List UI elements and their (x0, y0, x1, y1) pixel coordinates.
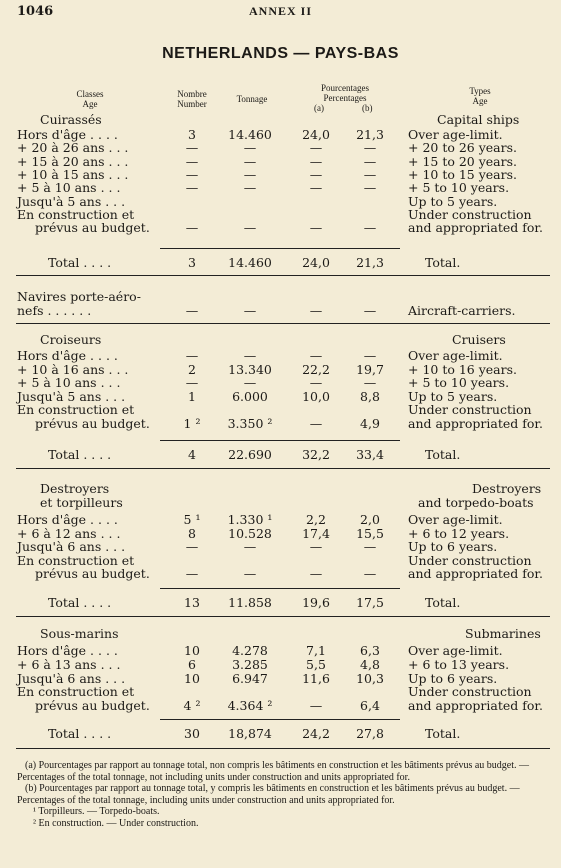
row-label-fr: + 5 à 10 ans . . . (17, 375, 121, 390)
section-title-en: Cruisers (452, 332, 506, 347)
row-number-value: — (185, 348, 199, 363)
section-title-fr: Sous-marins (40, 626, 119, 641)
row-label-en: Over age-limit. (408, 512, 503, 527)
total-label: Total . . . . (48, 595, 112, 610)
footnote-b: (b) Pourcentages par rapport au tonnage total, y compris les bâtiments en construction et les bâtiments prévus au budget. — Percentages of the total tonnage, including units under construction and units appropriated for. (17, 783, 520, 806)
row-tonnage-value: — (243, 153, 257, 169)
row-label-fr: Hors d'âge . . . . (17, 127, 118, 142)
row-number-value: 2 (188, 361, 196, 377)
total-pct-a-value: 19,6 (302, 595, 330, 610)
section-title-fr-2: et torpilleurs (40, 495, 123, 510)
section-divider (16, 468, 550, 469)
row-number-value: — (185, 140, 199, 156)
row-label-fr: Hors d'âge . . . . (17, 348, 118, 363)
row-number-value: — (185, 566, 199, 581)
total-label: Total . . . . (48, 255, 112, 270)
row-pct-a-value: — (309, 180, 323, 196)
col-a-label: (a) (314, 103, 324, 113)
row-number-value: — (185, 539, 199, 554)
footnote-a: (a) Pourcentages par rapport au tonnage total, non compris les bâtiments en construction et les bâtiments prévus au budget. — Percentages of the total tonnage, not including units under construction and units appropriated for. (17, 760, 530, 783)
total-number-value: 3 (188, 255, 196, 270)
col-classes-heading (40, 89, 140, 109)
row-tonnage-value: — (243, 539, 257, 554)
row-label-en: Under construction (408, 402, 532, 417)
row-label-fr: + 6 à 13 ans . . . (17, 656, 121, 672)
row-pct-a-value: 17,4 (302, 525, 330, 541)
row-number-value: 6 (188, 656, 196, 672)
row-pct-a-value: 2,2 (306, 512, 326, 527)
row-pct-a-value: — (309, 153, 323, 169)
page-number: 1046 (17, 4, 54, 19)
row-tonnage-value: — (243, 166, 257, 182)
row-pct-b-value: — (363, 166, 377, 182)
col-tonnage-heading: Tonnage (236, 94, 268, 104)
row-tonnage-value: — (243, 180, 257, 196)
row-label-fr: En construction et (17, 552, 135, 568)
row-number-value: 5 ¹ (183, 512, 201, 527)
total-label: Total . . . . (48, 447, 112, 462)
row-pct-b-value: 19,7 (356, 361, 384, 377)
row-label-fr: Hors d'âge . . . . (17, 643, 118, 658)
col-age-label: Age (82, 99, 98, 109)
row-pct-a-value: 24,0 (302, 127, 330, 142)
row-label-en: Up to 6 years. (408, 539, 498, 554)
row-pct-b-value: 21,3 (356, 127, 384, 142)
col-number-heading (167, 89, 217, 109)
row-pct-a-value: — (309, 415, 323, 431)
col-b-label: (b) (362, 103, 373, 113)
row-label-fr: Jusqu'à 5 ans . . . (17, 193, 126, 209)
row-number-value: 10 (184, 670, 200, 686)
row-pct-a-value: — (309, 166, 323, 182)
row-label-en: Under construction (408, 206, 532, 222)
footnote-1: ¹ Torpilleurs. — Torpedo-boats. (33, 806, 160, 817)
row-pct-b-value: — (363, 539, 377, 554)
total-rule (160, 248, 400, 249)
footnotes (17, 760, 549, 829)
row-pct-b-value: — (363, 566, 377, 581)
col-percentages-label: Percentages (323, 93, 367, 103)
row-label-en: Up to 6 years. (408, 670, 498, 686)
row-number-value: 10 (184, 643, 200, 658)
row-number-value: — (185, 180, 199, 196)
row-tonnage-value: 13.340 (228, 361, 272, 377)
section-title-fr: Navires porte-aéro- (17, 289, 141, 304)
row-label-fr: En construction et (17, 684, 135, 700)
total-tonnage-value: 11.858 (228, 595, 272, 610)
row-pct-a-value: 10,0 (302, 388, 330, 404)
row-label-fr: + 10 à 16 ans . . . (17, 361, 129, 377)
section-title-en: Capital ships (437, 112, 520, 127)
row-number-value: 1 (188, 388, 196, 404)
row-number-value: 8 (188, 525, 196, 541)
row-label-en: and appropriated for. (408, 698, 543, 714)
row-tonnage-value: — (243, 140, 257, 156)
row-label-fr: prévus au budget. (35, 415, 150, 431)
row-pct-b-value: — (363, 348, 377, 363)
row-number-value: 3 (188, 127, 196, 142)
section-title-fr: Cuirassés (40, 112, 102, 127)
row-pct-a-value: — (309, 375, 323, 390)
row-tonnage-value: — (243, 375, 257, 390)
total-pct-b-value: 17,5 (356, 595, 384, 610)
row-tonnage-value: 4.364 ² (227, 698, 273, 714)
total-pct-a-value: 24,2 (302, 726, 330, 741)
row-label-fr: En construction et (17, 206, 135, 222)
row-tonnage-value: 4.278 (232, 643, 268, 658)
row-label-en: + 10 to 15 years. (408, 166, 518, 182)
row-label-en: Up to 5 years. (408, 388, 498, 404)
row-pct-b-value: 6,3 (360, 643, 380, 658)
row-tonnage-value: — (243, 566, 257, 581)
row-number-value: — (185, 220, 199, 236)
total-rule (160, 440, 400, 441)
total-tonnage-value: 14.460 (228, 255, 272, 270)
page-header (0, 4, 561, 20)
row-label-en: and appropriated for. (408, 566, 543, 581)
total-pct-b-value: 21,3 (356, 255, 384, 270)
row-label-fr: En construction et (17, 402, 135, 417)
section-title-en-2: and torpedo-boats (418, 495, 534, 510)
row-label-en: + 5 to 10 years. (408, 180, 510, 196)
section-title-en: Aircraft-carriers. (408, 303, 516, 318)
section-title-en: Destroyers (472, 481, 542, 496)
row-pct-a-value: 22,2 (302, 361, 330, 377)
total-label-en: Total. (425, 255, 461, 270)
row-tonnage-value: 6.947 (232, 670, 268, 686)
row-pct-b-value: 4,8 (360, 656, 380, 672)
row-label-en: and appropriated for. (408, 415, 543, 431)
row-label-en: Up to 5 years. (408, 193, 498, 209)
row-number-value: — (185, 166, 199, 182)
row-number-value: — (185, 303, 199, 318)
row-pct-a-value: — (309, 140, 323, 156)
section-title-fr: Destroyers (40, 481, 110, 496)
total-pct-b-value: 27,8 (356, 726, 384, 741)
total-label-en: Total. (425, 595, 461, 610)
row-label-fr: + 10 à 15 ans . . . (17, 166, 129, 182)
total-number-value: 30 (184, 726, 200, 741)
row-label-fr: + 5 à 10 ans . . . (17, 180, 121, 196)
row-pct-b-value: 10,3 (356, 670, 384, 686)
col-type-age-label: Age (472, 96, 488, 106)
row-pct-a-value: — (309, 348, 323, 363)
row-label-fr: + 6 à 12 ans . . . (17, 525, 121, 541)
row-pct-b-value: 8,8 (360, 388, 380, 404)
row-label-en: Under construction (408, 552, 532, 568)
row-label-en: + 5 to 10 years. (408, 375, 510, 390)
row-label-en: + 6 to 13 years. (408, 656, 510, 672)
total-rule (160, 588, 400, 589)
row-tonnage-value: — (243, 220, 257, 236)
row-pct-b-value: 15,5 (356, 525, 384, 541)
row-label-en: Over age-limit. (408, 643, 503, 658)
footnote-2: ² En construction. — Under construction. (33, 817, 199, 829)
col-types-label: Types (469, 86, 491, 96)
row-pct-b-value: 4,9 (360, 415, 380, 431)
total-tonnage-value: 18,874 (228, 726, 272, 741)
row-number-value: — (185, 153, 199, 169)
row-pct-b-value: — (363, 153, 377, 169)
row-pct-b-value: — (363, 375, 377, 390)
page-title: NETHERLANDS — PAYS-BAS (162, 45, 399, 62)
row-label-fr: + 20 à 26 ans . . . (17, 140, 129, 156)
row-pct-a-value: — (309, 566, 323, 581)
total-pct-b-value: 33,4 (356, 447, 384, 462)
section-title-fr-2: nefs . . . . . . (17, 303, 92, 318)
total-pct-a-value: 24,0 (302, 255, 330, 270)
row-pct-a-value: — (309, 698, 323, 714)
total-label-en: Total. (425, 447, 461, 462)
section-title-en: Submarines (465, 626, 541, 641)
row-label-fr: Hors d'âge . . . . (17, 512, 118, 527)
total-label-en: Total. (425, 726, 461, 741)
row-number-value: 1 ² (183, 415, 201, 431)
row-label-en: + 20 to 26 years. (408, 140, 518, 156)
total-rule (160, 719, 400, 720)
col-nombre-label: Nombre (177, 89, 207, 99)
row-label-en: Over age-limit. (408, 348, 503, 363)
row-label-en: + 10 to 16 years. (408, 361, 518, 377)
row-pct-b-value: — (363, 180, 377, 196)
total-pct-a-value: 32,2 (302, 447, 330, 462)
row-number-value: — (185, 375, 199, 390)
annex-label: ANNEX II (248, 4, 312, 18)
total-number-value: 13 (184, 595, 200, 610)
row-pct-a-value: — (309, 539, 323, 554)
row-pct-a-value: 11,6 (302, 670, 330, 686)
col-percent-heading (300, 83, 390, 113)
total-number-value: 4 (188, 447, 196, 462)
row-label-fr: prévus au budget. (35, 698, 150, 714)
total-tonnage-value: 22.690 (228, 447, 272, 462)
row-pct-a-value: 5,5 (306, 656, 326, 672)
col-classes-label: Classes (76, 89, 104, 99)
row-tonnage-value: 3.285 (232, 656, 268, 672)
row-tonnage-value: — (243, 348, 257, 363)
row-label-fr: prévus au budget. (35, 566, 150, 581)
row-label-fr: Jusqu'à 5 ans . . . (17, 388, 126, 404)
row-pct-b-value: 2,0 (360, 512, 380, 527)
row-pct-a-value: — (309, 220, 323, 236)
row-label-fr: Jusqu'à 6 ans . . . (17, 670, 126, 686)
row-tonnage-value: 6.000 (232, 388, 268, 404)
row-tonnage-value: 3.350 ² (227, 415, 273, 431)
row-label-fr: Jusqu'à 6 ans . . . (17, 539, 126, 554)
col-ab-labels (300, 103, 390, 113)
section-divider (16, 616, 550, 617)
row-label-en: + 6 to 12 years. (408, 525, 510, 541)
row-label-en: and appropriated for. (408, 220, 543, 236)
row-label-fr: + 15 à 20 ans . . . (17, 153, 129, 169)
row-pct-a-value: — (309, 303, 323, 318)
row-number-value: 4 ² (183, 698, 201, 714)
col-types-heading (450, 86, 510, 106)
row-label-en: Over age-limit. (408, 127, 503, 142)
row-pct-b-value: 6,4 (360, 698, 380, 714)
section-divider (16, 275, 550, 276)
row-pct-b-value: — (363, 220, 377, 236)
section-divider (16, 748, 550, 749)
row-tonnage-value: 10.528 (228, 525, 272, 541)
row-label-en: Under construction (408, 684, 532, 700)
section-divider (16, 323, 550, 324)
col-number-label: Number (177, 99, 207, 109)
section-title-fr: Croiseurs (40, 332, 102, 347)
row-label-fr: prévus au budget. (35, 220, 150, 236)
total-label: Total . . . . (48, 726, 112, 741)
row-tonnage-value: 14.460 (228, 127, 272, 142)
row-pct-b-value: — (363, 140, 377, 156)
row-tonnage-value: 1.330 ¹ (227, 512, 273, 527)
col-pourcentages-label: Pourcentages (321, 83, 369, 93)
row-tonnage-value: — (243, 303, 257, 318)
row-pct-a-value: 7,1 (306, 643, 326, 658)
row-pct-b-value: — (363, 303, 377, 318)
row-label-en: + 15 to 20 years. (408, 153, 518, 169)
